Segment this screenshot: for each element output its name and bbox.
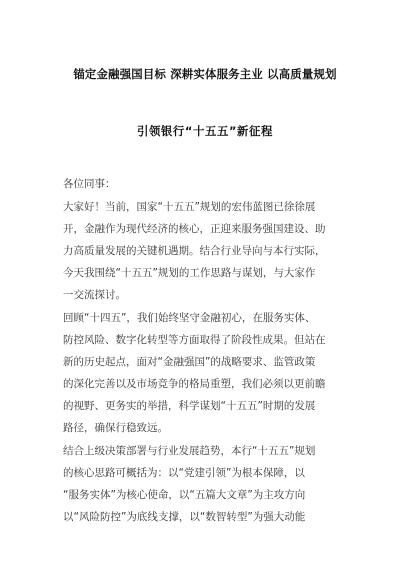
paragraph-line: “服务实体”为核心使命，以“五篇大文章”为主攻方向 [63, 489, 306, 501]
paragraph-line: 回顾“十四五”，我们始终坚守金融初心，在服务实体、 [63, 312, 316, 324]
paragraph-line: 防控风险、数字化转型等方面取得了阶段性成果。但站在 [63, 334, 326, 346]
paragraph-line: 的视野、更务实的举措，科学谋划“十五五”时期的发展 [63, 400, 316, 412]
paragraph-line-salutation: 各位同事： [63, 178, 116, 190]
paragraph-line: 的深化完善以及市场竞争的格局重塑，我们必须以更前瞻 [63, 378, 326, 390]
paragraph-line: 以“风险防控”为底线支撑，以“数智转型”为强大动能 [63, 511, 306, 523]
paragraph-line: 路径，确保行稳致远。 [63, 422, 168, 434]
paragraph-line: 的核心思路可概括为：以“党建引领”为根本保障，以 [63, 467, 305, 479]
paragraph-line: 结合上级决策部署与行业发展趋势，本行“十五五”规划 [63, 445, 316, 457]
paragraph-line: 新的历史起点，面对“金融强国”的战略要求、监管政策 [63, 356, 316, 368]
paragraph-line: 开，金融作为现代经济的核心，正迎来服务强国建设、助 [63, 223, 326, 235]
document-title-line-1: 锚定金融强国目标 深耕实体服务主业 以高质量规划 [73, 67, 337, 81]
paragraph-line: 今天我围绕“十五五”规划的工作思路与谋划，与大家作 [63, 267, 316, 279]
document-title-line-2: 引领银行“十五五”新征程 [136, 124, 274, 138]
paragraph-line: 力高质量发展的关键机遇期。结合行业导向与本行实际， [63, 245, 326, 257]
paragraph-line: 一交流探讨。 [63, 289, 126, 301]
paragraph-line: 大家好！当前，国家“十五五”规划的宏伟蓝图已徐徐展 [63, 201, 316, 213]
